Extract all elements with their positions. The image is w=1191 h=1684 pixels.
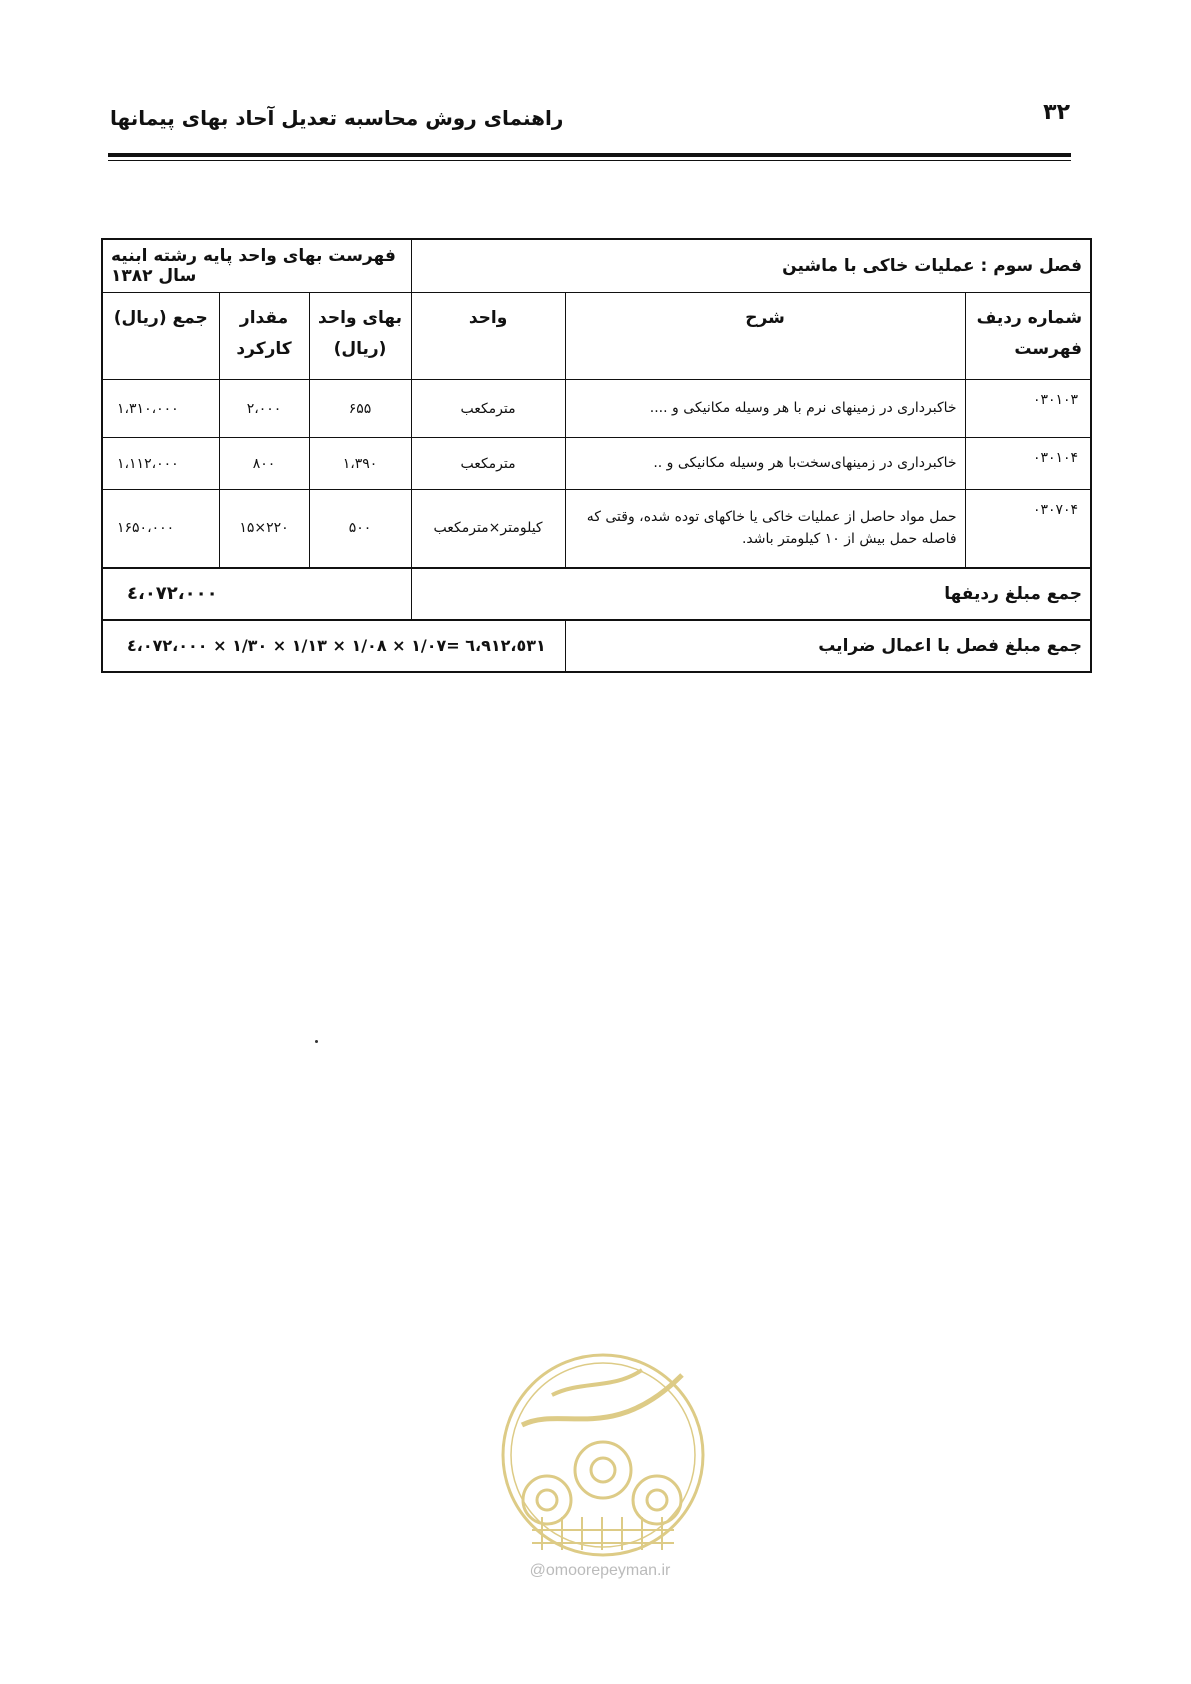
row-unit-price: ۱،۳۹۰: [309, 438, 411, 490]
table-title-row: [102, 239, 1091, 293]
column-header-code: شماره ردیف فهرست: [965, 293, 1091, 380]
table-row: [102, 380, 1091, 438]
column-header-row: [102, 293, 1091, 380]
table-row: [102, 438, 1091, 490]
row-unit-price: ۵۰۰: [309, 490, 411, 568]
column-header-quantity: مقدار کارکرد: [219, 293, 309, 380]
row-description: حمل مواد حاصل از عملیات خاکی یا خاکهای توده شده، وقتی که فاصله حمل بیش از ۱۰ کیلومتر باشد.: [565, 490, 965, 568]
rows-total-value: ٤،٠٧٢،٠٠٠: [102, 568, 411, 620]
factors-total-label: جمع مبلغ فصل با اعمال ضرایب: [565, 620, 1091, 672]
row-unit: کیلومتر×مترمکعب: [411, 490, 565, 568]
column-header-sum: جمع (ریال): [102, 293, 219, 380]
catalog-title: فهرست بهای واحد پایه رشته ابنیه سال ۱۳۸۲: [102, 239, 411, 293]
row-quantity: ۸۰۰: [219, 438, 309, 490]
rows-total-label: جمع مبلغ ردیفها: [411, 568, 1091, 620]
row-sum: ۱،۳۱۰،۰۰۰: [102, 380, 219, 438]
header-rule-thin: [108, 160, 1071, 161]
row-code: ۰۳۰۱۰۳: [965, 380, 1091, 438]
row-unit: مترمکعب: [411, 438, 565, 490]
table-row: [102, 490, 1091, 568]
row-description: خاکبرداری در زمینهای نرم با هر وسیله مکانیکی و ....: [565, 380, 965, 438]
row-sum: ۱۶۵۰،۰۰۰: [102, 490, 219, 568]
column-header-description: شرح: [565, 293, 965, 380]
watermark-url: @omoorepeyman.ir: [529, 1562, 671, 1579]
row-description: خاکبرداری در زمینهای‌سخت‌با هر وسیله مکانیکی و ..: [565, 438, 965, 490]
page-number: ۳۲: [1043, 100, 1070, 125]
chapter-title: فصل سوم : عملیات خاکی با ماشین: [411, 239, 1091, 293]
column-header-unit: واحد: [411, 293, 565, 380]
row-unit-price: ۶۵۵: [309, 380, 411, 438]
row-sum: ۱،۱۱۲،۰۰۰: [102, 438, 219, 490]
factors-total-formula: ٤،٠٧٢،٠٠٠ × ۱/۳۰ × ۱/۱۳ × ۱/۰۸ × ۱/۰۷= ٦،٩١٢،٥٣١: [102, 620, 565, 672]
stray-dot: [315, 1040, 318, 1043]
row-code: ۰۳۰۷۰۴: [965, 490, 1091, 568]
header-rule: [108, 153, 1071, 157]
row-quantity: ۲۲۰×۱۵: [219, 490, 309, 568]
rows-total-row: [102, 568, 1091, 620]
factors-total-row: [102, 620, 1091, 672]
row-unit: مترمکعب: [411, 380, 565, 438]
watermark-logo-icon: [492, 1335, 714, 1585]
price-table: [101, 238, 1092, 673]
column-header-unit-price: بهای واحد (ریال): [309, 293, 411, 380]
header-title: راهنمای روش محاسبه تعدیل آحاد بهای پیمانها: [110, 106, 564, 130]
row-quantity: ۲،۰۰۰: [219, 380, 309, 438]
row-code: ۰۳۰۱۰۴: [965, 438, 1091, 490]
